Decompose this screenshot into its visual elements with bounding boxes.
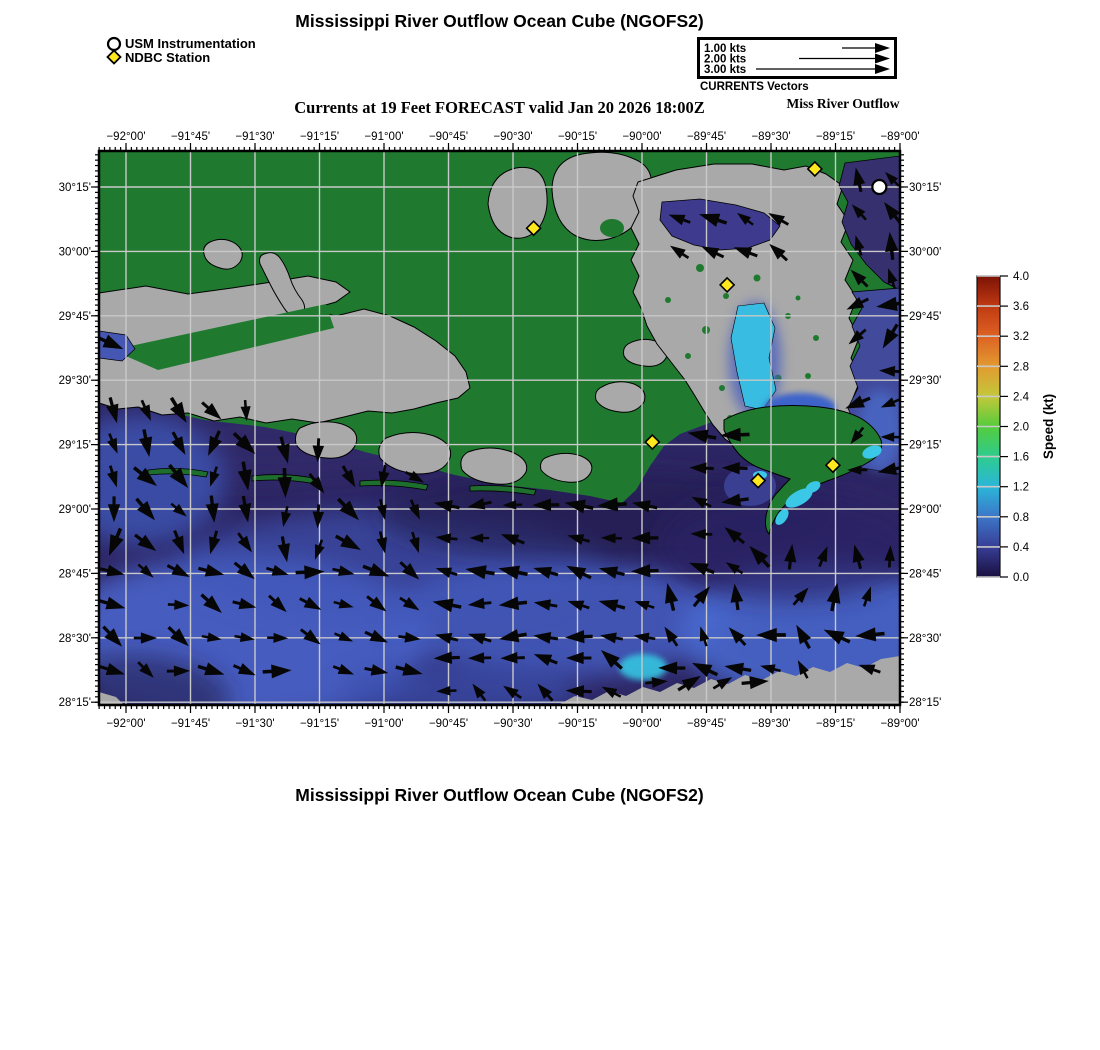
svg-text:−91°00': −91°00' [364, 718, 404, 730]
svg-text:29°30': 29°30' [58, 375, 91, 388]
svg-text:−89°15': −89°15' [815, 718, 856, 730]
svg-text:28°30': 28°30' [58, 632, 91, 645]
map-geography [30, 151, 960, 745]
svg-text:30°15': 30°15' [58, 182, 91, 194]
svg-text:0.4: 0.4 [1013, 541, 1029, 554]
svg-text:3.2: 3.2 [1013, 331, 1029, 344]
svg-text:28°45': 28°45' [58, 568, 91, 581]
svg-text:−90°00': −90°00' [622, 131, 662, 143]
svg-text:−90°30': −90°30' [493, 131, 533, 143]
svg-text:−89°00': −89°00' [880, 131, 920, 143]
svg-text:−89°45': −89°45' [686, 131, 727, 143]
svg-text:−89°30': −89°30' [751, 718, 791, 730]
svg-text:2.8: 2.8 [1013, 361, 1029, 374]
svg-text:3.00 kts: 3.00 kts [704, 64, 747, 76]
svg-text:−90°45': −90°45' [428, 131, 469, 143]
colorbar [977, 271, 1056, 584]
forecast-subtitle: Currents at 19 Feet FORECAST valid Jan 20 2026 18:00Z [294, 98, 705, 117]
vector-scale-caption: CURRENTS Vectors [700, 81, 809, 93]
svg-text:−91°15': −91°15' [299, 718, 340, 730]
bottom-page-title: Mississippi River Outflow Ocean Cube (NGOFS2) [295, 785, 704, 805]
svg-text:0.8: 0.8 [1013, 511, 1029, 524]
svg-text:−89°00': −89°00' [880, 718, 920, 730]
usm-station-marker [872, 180, 886, 194]
svg-text:−89°45': −89°45' [686, 718, 727, 730]
region-label: Miss River Outflow [786, 96, 900, 111]
svg-text:29°15': 29°15' [58, 439, 91, 452]
svg-text:−89°15': −89°15' [815, 131, 856, 143]
svg-text:28°15': 28°15' [909, 697, 942, 710]
svg-text:29°00': 29°00' [909, 504, 942, 516]
svg-text:−90°30': −90°30' [493, 718, 533, 730]
svg-text:2.00 kts: 2.00 kts [704, 53, 747, 66]
svg-text:−91°30': −91°30' [235, 718, 275, 730]
svg-text:−90°45': −90°45' [428, 718, 469, 730]
svg-text:29°45': 29°45' [909, 310, 942, 323]
page-title: Mississippi River Outflow Ocean Cube (NGOFS2) [295, 11, 704, 31]
svg-text:30°15': 30°15' [909, 182, 942, 194]
svg-text:2.0: 2.0 [1013, 421, 1029, 434]
svg-text:−91°00': −91°00' [364, 131, 404, 143]
svg-text:−91°45': −91°45' [170, 718, 211, 730]
svg-text:−89°30': −89°30' [751, 131, 791, 143]
svg-text:−91°30': −91°30' [235, 131, 275, 143]
svg-text:4.0: 4.0 [1013, 271, 1029, 283]
svg-text:−92°00': −92°00' [106, 718, 146, 730]
svg-text:29°15': 29°15' [909, 439, 942, 452]
svg-text:Speed (kt): Speed (kt) [1041, 393, 1056, 460]
svg-text:29°45': 29°45' [58, 310, 91, 323]
svg-text:−90°15': −90°15' [557, 718, 598, 730]
svg-text:−92°00': −92°00' [106, 131, 146, 143]
svg-text:29°30': 29°30' [909, 375, 942, 388]
svg-text:29°00': 29°00' [58, 504, 91, 516]
svg-text:30°00': 30°00' [909, 246, 942, 259]
svg-text:28°15': 28°15' [58, 697, 91, 710]
ndbc-legend-label: NDBC Station [125, 49, 211, 65]
svg-text:1.00 kts: 1.00 kts [704, 43, 747, 55]
svg-text:2.4: 2.4 [1013, 391, 1029, 404]
svg-text:−90°00': −90°00' [622, 718, 662, 730]
svg-text:28°45': 28°45' [909, 568, 942, 581]
svg-text:28°30': 28°30' [909, 632, 942, 645]
svg-text:−90°15': −90°15' [557, 131, 598, 143]
svg-text:3.6: 3.6 [1013, 301, 1029, 314]
usm-legend-label: USM Instrumentation [125, 35, 256, 51]
svg-text:30°00': 30°00' [58, 246, 91, 259]
svg-text:0.0: 0.0 [1013, 572, 1029, 584]
svg-text:−91°45': −91°45' [170, 131, 211, 143]
svg-text:−91°15': −91°15' [299, 131, 340, 143]
svg-text:1.2: 1.2 [1013, 481, 1029, 494]
svg-text:1.6: 1.6 [1013, 451, 1029, 464]
